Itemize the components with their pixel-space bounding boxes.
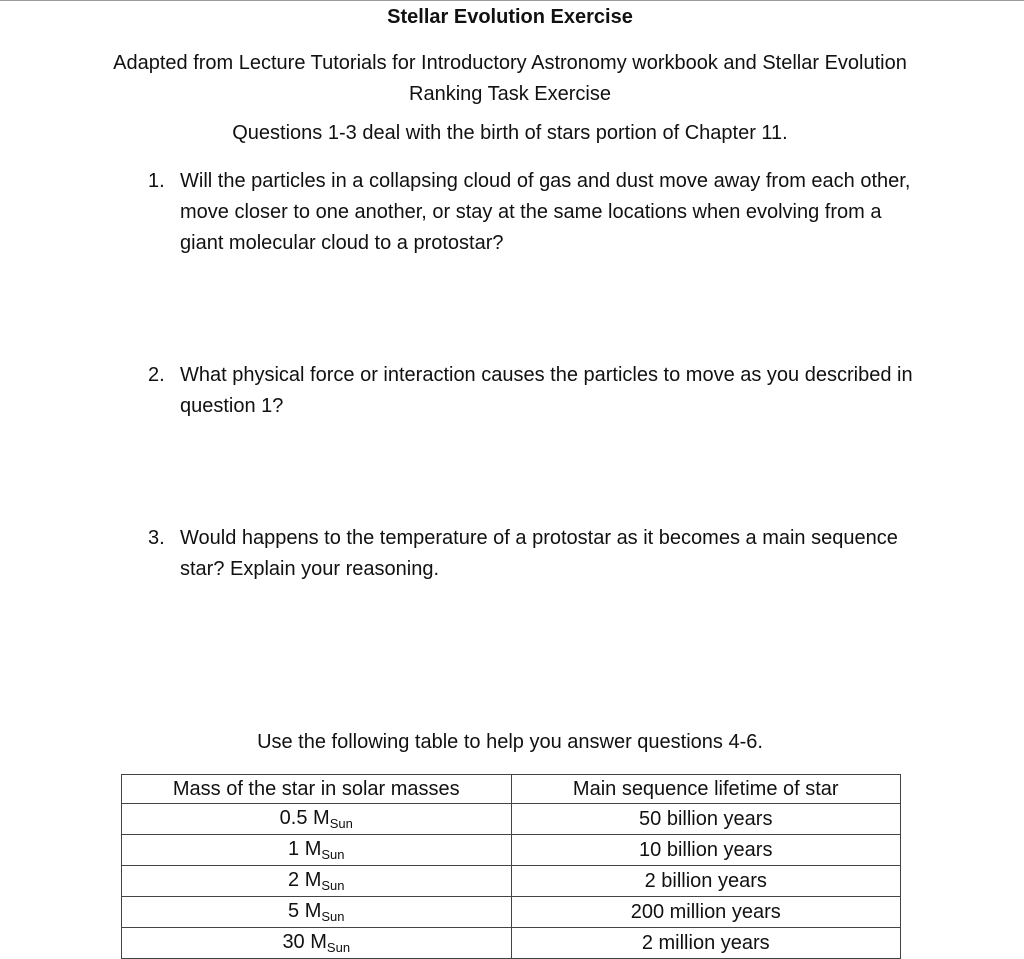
question-number: 3. — [148, 527, 165, 549]
question-number: 2. — [148, 364, 165, 386]
question-2 — [148, 360, 918, 422]
mass-symbol: M — [304, 869, 322, 891]
table-row — [122, 897, 901, 928]
document-subtitle: Adapted from Lecture Tutorials for Introductory Astronomy workbook and Stellar Evolution Ranking Task Exercise — [113, 52, 907, 105]
lifetime-cell: 200 million years — [511, 897, 901, 928]
mass-value: 1 — [288, 838, 300, 860]
lifetime-column-header: Main sequence lifetime of star — [511, 775, 901, 804]
lifetime-cell: 2 billion years — [511, 866, 901, 897]
mass-value: 0.5 — [279, 807, 308, 829]
mass-symbol: M — [313, 807, 330, 829]
mass-value: 5 — [288, 900, 300, 922]
question-text: What physical force or interaction causes the particles to move as you described in question 1? — [180, 364, 913, 417]
mass-subscript: Sun — [321, 909, 345, 924]
table-row — [122, 804, 901, 835]
mass-column-header: Mass of the star in solar masses — [122, 775, 512, 804]
stellar-lifetime-table — [121, 774, 901, 959]
table-row — [122, 928, 901, 959]
table-row — [122, 835, 901, 866]
table-intro: Use the following table to help you answer questions 4-6. — [257, 731, 763, 753]
mass-cell — [122, 835, 512, 866]
question-1 — [148, 166, 918, 259]
mass-subscript: Sun — [321, 878, 345, 893]
mass-cell — [122, 866, 512, 897]
question-3 — [148, 523, 918, 585]
mass-symbol: M — [304, 900, 322, 922]
mass-cell — [122, 897, 512, 928]
mass-subscript: Sun — [321, 847, 345, 862]
table-row — [122, 866, 901, 897]
mass-subscript: Sun — [326, 940, 351, 955]
question-text: Would happens to the temperature of a protostar as it becomes a main sequence star? Explain your reasoning. — [180, 527, 898, 580]
mass-cell — [122, 804, 512, 835]
mass-symbol: M — [304, 838, 322, 860]
table-header-row — [122, 775, 901, 804]
mass-cell — [122, 928, 512, 959]
top-border — [0, 0, 1024, 1]
lifetime-cell: 10 billion years — [511, 835, 901, 866]
questions-intro: Questions 1-3 deal with the birth of stars portion of Chapter 11. — [232, 122, 788, 144]
document-title: Stellar Evolution Exercise — [387, 6, 633, 28]
lifetime-cell: 50 billion years — [511, 804, 901, 835]
question-text: Will the particles in a collapsing cloud of gas and dust move away from each other, move closer to one another, or stay at the same locations when evolving from a giant molecular cloud to a protostar? — [180, 170, 911, 254]
question-number: 1. — [148, 170, 165, 192]
mass-symbol: M — [310, 931, 327, 953]
mass-value: 30 — [282, 931, 305, 953]
mass-value: 2 — [288, 869, 300, 891]
mass-subscript: Sun — [329, 816, 353, 831]
lifetime-cell: 2 million years — [511, 928, 901, 959]
